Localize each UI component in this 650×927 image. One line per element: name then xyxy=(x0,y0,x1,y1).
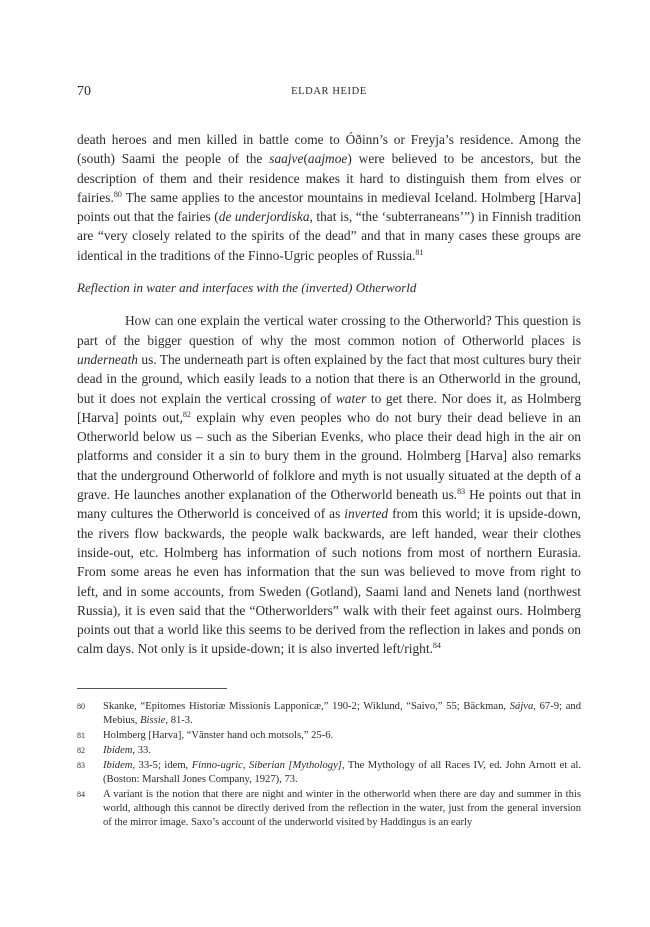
italic-term: saajve xyxy=(269,151,304,167)
footnotes xyxy=(77,700,581,831)
italic-term: water xyxy=(335,390,367,406)
footnote-82 xyxy=(77,744,581,758)
italic-term: inverted xyxy=(344,506,389,522)
running-head: ELDAR HEIDE xyxy=(291,86,367,97)
paragraph-2 xyxy=(77,311,581,658)
italic-term: de underjordiska xyxy=(218,209,310,225)
footnote-81 xyxy=(77,729,581,743)
italic-term: Sájva xyxy=(509,701,534,712)
text-run: us. The underneath part is often explained by the fact that most cultures bury their dead in the ground, which easily leads to a notion that there is an Otherworld in the ground, but it does not explain the vertical crossing of xyxy=(77,351,581,406)
footnote-ref[interactable]: 82 xyxy=(182,409,191,419)
page-header xyxy=(77,84,581,102)
footnote-number: 81 xyxy=(77,731,85,740)
text-run: How can one explain the vertical water crossing to the Otherworld? This question is part of the bigger question of why the most common notion of Otherworld places is xyxy=(77,313,581,348)
footnote-number: 83 xyxy=(77,761,85,770)
footnote-84 xyxy=(77,788,581,830)
footnote-number: 84 xyxy=(77,790,85,799)
italic-term: Bissie xyxy=(140,715,166,726)
footnote-number: 80 xyxy=(77,702,85,711)
footnote-80 xyxy=(77,700,581,728)
text-run: , 33. xyxy=(132,745,151,756)
text-run: , The Mythology of all Races IV, ed. John Arnott et al. (Boston: Marshall Jones Company, 1927), 73. xyxy=(103,760,581,785)
text-run: He points out that in many cultures the Otherworld is conceived of as xyxy=(77,487,581,522)
text-run: , that is, “the ‘subterraneans’”) in Finnish tradition are “very closely related to the spirits of the dead” and that in many cases these groups are identical in the traditions of the Finno-Ugric peoples of Russia. xyxy=(77,209,581,263)
italic-term: Ibidem xyxy=(103,760,133,771)
footnote-83 xyxy=(77,759,581,787)
text-run: The same applies to the ancestor mountains in medieval Iceland. Holmberg [Harva] points out that the fairies ( xyxy=(77,189,581,225)
paragraph-1 xyxy=(77,130,581,265)
footnote-ref[interactable]: 81 xyxy=(415,247,424,257)
text-run: Skanke, “Epitomes Historiæ Missionis Lapponicæ,” 190-2; Wiklund, “Saivo,” 55; Bäckman, xyxy=(103,701,510,712)
footnote-ref[interactable]: 84 xyxy=(432,641,441,651)
text-run: Holmberg [Harva], “Vänster hand och motsols,” 25-6. xyxy=(103,730,334,741)
text-run: A variant is the notion that there are night and winter in the otherworld when there are day and summer in this world, although this cannot be directly derived from the reflection in the water, just from the general inversion of the mirror image. Saxo’s account of the underworld visited by Haddingus is an early xyxy=(103,789,581,828)
text-run: death heroes and men killed in battle come to Óðinn’s or Freyja’s residence. Among the (south) Saami the people of the xyxy=(77,132,581,167)
footnote-number: 82 xyxy=(77,746,85,755)
italic-term: aajmoe xyxy=(307,151,348,167)
text-run: to get there. Nor does it, as Holmberg [Harva] points out, xyxy=(77,390,582,425)
italic-term: underneath xyxy=(77,351,138,367)
text-run: ) were believed to be ancestors, but the description of them and their residence makes it hard to distinguish them from elves or fairies. xyxy=(77,151,581,205)
footnote-ref[interactable]: 80 xyxy=(113,189,122,199)
text-run: , 67-9; and Mebius, xyxy=(103,701,581,726)
footnote-ref[interactable]: 83 xyxy=(457,487,466,497)
main-text xyxy=(77,130,581,659)
text-run: , 81-3. xyxy=(165,715,193,726)
italic-term: Finno-ugric, Siberian [Mythology] xyxy=(191,760,342,771)
text-run: explain why even peoples who do not bury their dead believe in an Otherworld below us – such as the Siberian Evenks, who place their dead high in the air on platforms and consider it a sin to bury them in the ground. Holmberg [Harva] also remarks that the underground Otherworld of folklore and myth is not usually situated at the depth of a grave. He launches another explanation of the Otherworld beneath us. xyxy=(77,409,581,503)
text-run: , 33-5; idem, xyxy=(132,760,192,771)
text-run: ( xyxy=(303,151,308,167)
page-number: 70 xyxy=(77,84,91,99)
text-run: from this world; it is upside-down, the rivers flow backwards, the people walk backwards, are left handed, wear their clothes inside-out, etc. Holmberg has information of such notions from most of northern Eurasia. From some areas he even has information that the sun was believed to move from right to left, and in some accounts, from Sweden (Gotland), Saami land and Nenets land (northwest Russia), it is even said that the “Otherworlders” walk with their feet against ours. Holmberg points out that a world like this seems to be derived from the reflection in lakes and ponds on calm days. Not only is it upside-down; it is also inverted left/right. xyxy=(77,506,581,657)
italic-term: Ibidem xyxy=(103,745,133,756)
section-heading: Reflection in water and interfaces with the (inverted) Otherworld xyxy=(77,280,417,296)
footnote-divider xyxy=(77,688,227,689)
